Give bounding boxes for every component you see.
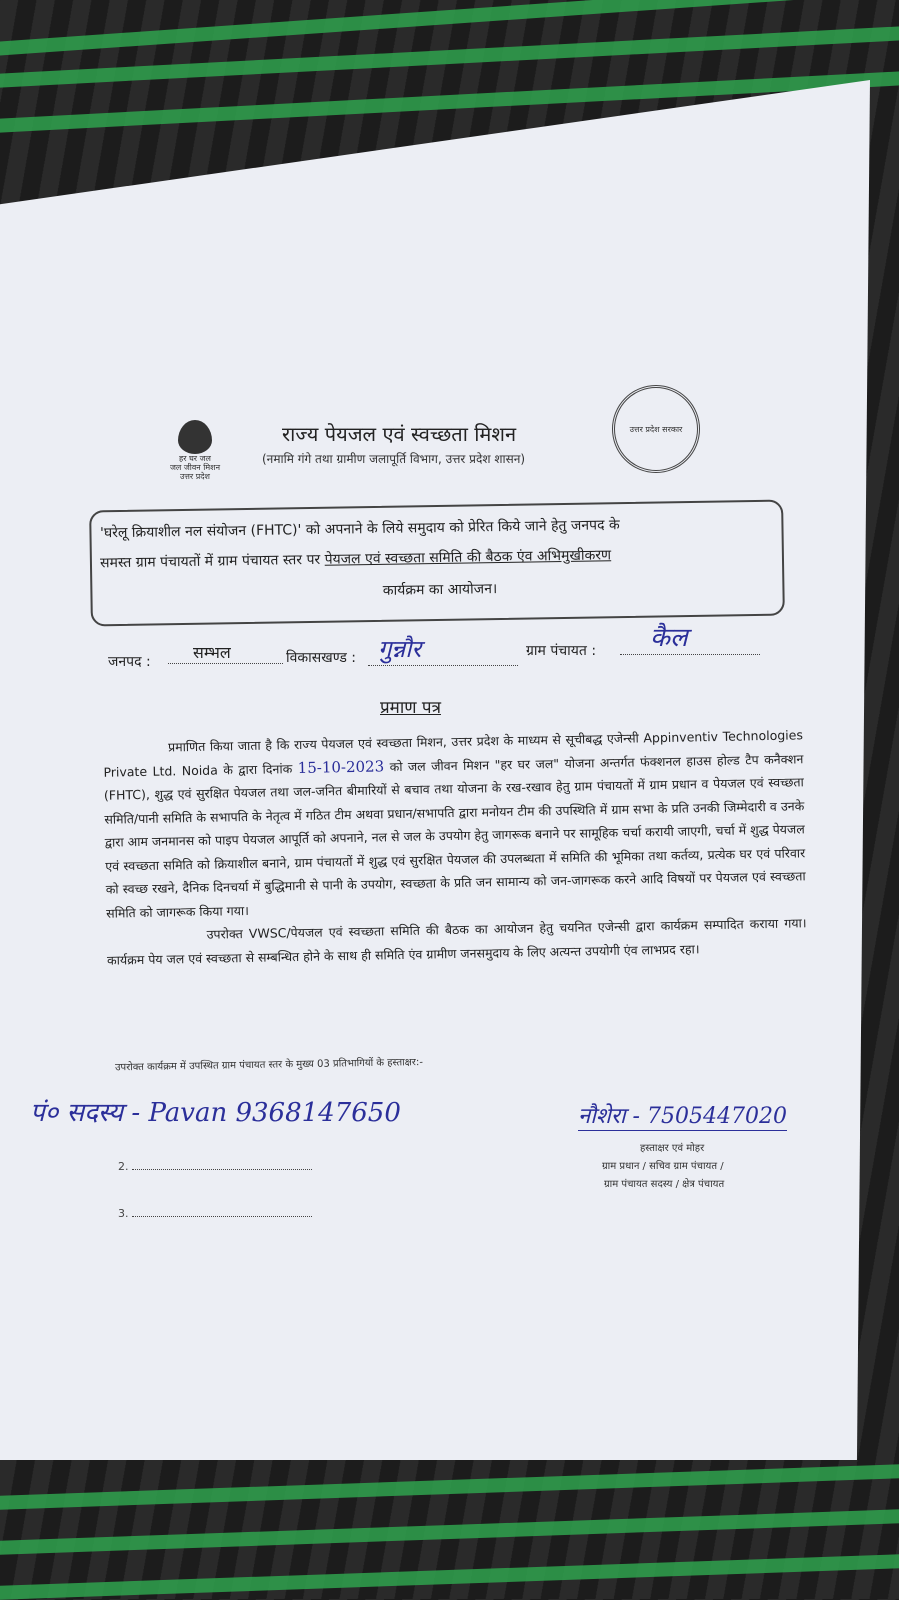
participant-number: 2. bbox=[118, 1160, 129, 1173]
janpad-field bbox=[168, 641, 283, 664]
program-title-line: 'घरेलू क्रियाशील नल संयोजन (FHTC)' को अपनाने के लिये समुदाय को प्रेरित किये जाने हेतु जनपद के bbox=[99, 517, 620, 542]
har-ghar-jal-logo bbox=[160, 420, 230, 481]
certificate-body bbox=[103, 723, 807, 971]
vikaskhand-label: विकासखण्ड : bbox=[286, 650, 357, 666]
mission-title: राज्य पेयजल एवं स्वच्छता मिशन bbox=[282, 422, 517, 446]
gram-panchayat-label: ग्राम पंचायत : bbox=[526, 643, 597, 659]
logo-caption-line: जल जीवन मिशन bbox=[169, 463, 221, 472]
participant-signature-3 bbox=[118, 1207, 312, 1220]
janpad-value: सम्भल bbox=[193, 643, 231, 662]
program-title-line: कार्यक्रम का आयोजन। bbox=[382, 581, 498, 599]
participants-note: उपरोक्त कार्यक्रम में उपस्थित ग्राम पंचायत स्तर के मुख्य 03 प्रतिभागियों के हस्ताक्षर:- bbox=[114, 1057, 424, 1074]
gram-panchayat-value: कैल bbox=[650, 623, 688, 653]
background-stripe bbox=[0, 1509, 899, 1556]
participant-signature-2 bbox=[118, 1160, 312, 1173]
signature-label: ग्राम प्रधान / सचिव ग्राम पंचायत / bbox=[602, 1161, 724, 1172]
pradhan-signature: नौशेरा - 7505447020 bbox=[578, 1100, 787, 1131]
water-drop-icon bbox=[178, 420, 212, 454]
signature-label: हस्ताक्षर एवं मोहर bbox=[640, 1143, 705, 1154]
certificate-heading: प्रमाण पत्र bbox=[380, 698, 441, 718]
gram-panchayat-field bbox=[620, 618, 760, 655]
logo-caption-line: हर घर जल bbox=[179, 454, 211, 463]
seal-text: उत्तर प्रदेश सरकार bbox=[629, 424, 683, 434]
signature-label: ग्राम पंचायत सदस्य / क्षेत्र पंचायत bbox=[604, 1179, 725, 1190]
certificate-paragraph: उपरोक्त VWSC/पेयजल एवं स्वच्छता समिति की बैठक का आयोजन हेतु चयनित एजेन्सी द्वारा कार्यक्रम सम्पादित कराया गया। कार्यक्रम पेय जल एवं स्वच्छता से सम्बन्धित होने के साथ ही समिति एंव ग्रामीण जनसमुदाय के लिए अत्यन्त उपयोगी एंव लाभप्रद रहा। bbox=[106, 915, 807, 968]
paragraph-text: को जल जीवन मिशन "हर घर जल" योजना अन्तर्गत फंक्शनल हाउस होल्ड टैप कनैक्शन (FHTC), शुद्ध एवं सुरक्षित पेयजल तथा जल-जनित बीमारियों से बचाव तथा योजना के रख-रखाव हेतु ग्राम पंचायतों में ग्राम प्रधान व पेयजल एवं स्वच्छता समिति/पानी समिति के सभापति के नेतृत्व में गठित टीम अथवा प्रधान/सभापति द्वारा मनोयन टीम की उपस्थिति में ग्राम सभा के प्रति उनकी जिम्मेदारी व उनके द्वारा आम जनमानस को पाइप पेयजल आपूर्ति को अपनाने, नल से जल के उपयोग हेतु जागरूक बनाने पर सामूहिक चर्चा करायी जाएगी, चर्चा में शुद्ध पेयजल एवं स्वच्छता समिति को क्रियाशील बनाने, ग्राम पंचायतों में शुद्ध एवं सुरक्षित पेयजल की उपलब्धता में समिति की भूमिका तथा कर्तव्य, प्रत्येक घर एवं परिवार को स्वच्छ रखने, दैनिक दिनचर्या में बुद्धिमानी से पानी के उपयोग, स्वच्छता के प्रति जन सामान्य को जन-जागरूक करने आदि विषयों पर पेयजल एवं स्वच्छता समिति को जागरूक किया गया। bbox=[103, 750, 806, 921]
logo-caption-line: उत्तर प्रदेश bbox=[180, 472, 210, 481]
program-title-text: समस्त ग्राम पंचायतों में ग्राम पंचायत स्तर पर bbox=[99, 551, 325, 572]
background-stripe bbox=[0, 1464, 899, 1511]
program-title-underlined: पेयजल एवं स्वच्छता समिति की बैठक एंव अभिमुखीकरण bbox=[324, 547, 612, 568]
background-stripe bbox=[0, 1554, 899, 1600]
signature-line bbox=[132, 1216, 312, 1217]
up-government-seal bbox=[612, 385, 700, 473]
mission-subtitle: (नमामि गंगे तथा ग्रामीण जलापूर्ति विभाग, उत्तर प्रदेश शासन) bbox=[262, 452, 526, 466]
program-date: 15-10-2023 bbox=[297, 756, 385, 777]
certificate-paragraph bbox=[103, 723, 806, 924]
janpad-label: जनपद : bbox=[108, 654, 151, 670]
vikaskhand-value: गुन्नौर bbox=[378, 635, 422, 663]
signature-line bbox=[132, 1169, 312, 1170]
participant-signature-1: पं० सदस्य - Pavan 9368147650 bbox=[30, 1098, 401, 1128]
participant-number: 3. bbox=[118, 1207, 129, 1220]
vikaskhand-field bbox=[368, 632, 518, 666]
background-stripe bbox=[0, 0, 899, 57]
paragraph-text: प्रमाणित किया जाता है कि राज्य पेयजल एवं स्वच्छता मिशन, उत्तर प्रदेश के माध्यम से सूचीबद्ध एजेन्सी Appinventiv Technologies Private Ltd. Noida के द्वारा दिनांक bbox=[103, 727, 804, 780]
